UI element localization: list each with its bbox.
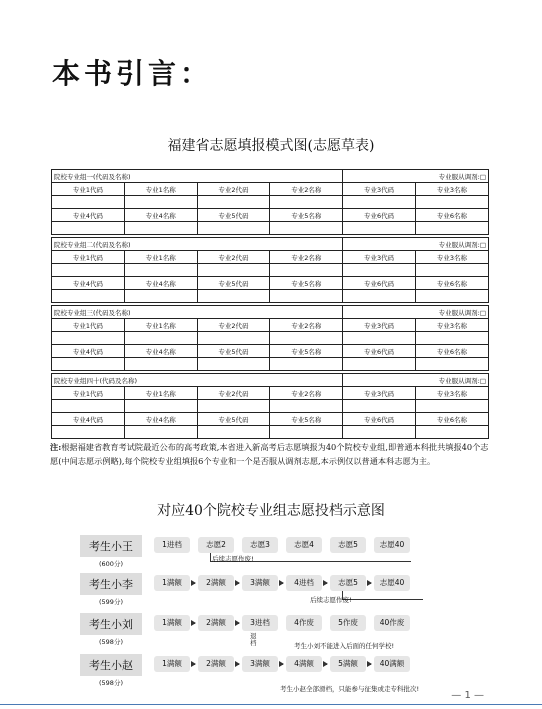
field-label: 专业1代码: [52, 183, 125, 196]
entry-cell[interactable]: [270, 196, 343, 209]
note-text: 根据福建省教育考试院最近公布的高考政策,本省进入新高考后志愿填报为40个院校专业组,即普通本科批共填报40个志愿(中间志愿示例略),每个院校专业组填报6个专业和一个是否服从调剂志愿,本示例仅以普通本科志愿为主。: [50, 442, 489, 466]
step-pill: 3满额: [242, 656, 278, 672]
field-label: 专业3名称: [415, 251, 488, 264]
field-label: 专业5代码: [197, 345, 270, 358]
entry-cell[interactable]: [343, 358, 416, 371]
entry-cell[interactable]: [343, 426, 416, 439]
student-name: 考生小李: [80, 573, 142, 595]
entry-cell[interactable]: [270, 222, 343, 235]
arrow-icon: [324, 664, 327, 665]
entry-cell[interactable]: [52, 222, 125, 235]
student-name: 考生小刘: [80, 613, 142, 635]
student-score: (598分): [99, 638, 123, 646]
step-pill: 志愿2: [198, 537, 234, 553]
field-label: 专业1代码: [52, 319, 125, 332]
entry-cell[interactable]: [197, 400, 270, 413]
entry-cell[interactable]: [52, 426, 125, 439]
field-label: 专业6代码: [343, 345, 416, 358]
field-label: 专业4名称: [124, 345, 197, 358]
entry-row: [52, 290, 489, 303]
arrow-icon: [368, 664, 371, 665]
arrow-icon: [192, 583, 195, 584]
step-pill: 志愿3: [242, 537, 278, 553]
step-pill: 1满额: [154, 656, 190, 672]
group-name[interactable]: 院校专业组四十(代码及名称): [52, 374, 343, 387]
entry-cell[interactable]: [415, 222, 488, 235]
entry-cell[interactable]: [343, 290, 416, 303]
field-label: 专业4名称: [124, 277, 197, 290]
step-pill: 志愿5: [330, 575, 366, 591]
field-label: 专业4代码: [52, 209, 125, 222]
label-row: [52, 183, 489, 196]
step-pill: 4进档: [286, 575, 322, 591]
field-label: 专业3代码: [343, 319, 416, 332]
field-label: 专业4代码: [52, 345, 125, 358]
field-label: 专业1名称: [124, 183, 197, 196]
policy-note: [50, 440, 494, 468]
field-label: 专业1代码: [52, 251, 125, 264]
entry-cell[interactable]: [415, 290, 488, 303]
field-label: 专业2代码: [197, 319, 270, 332]
entry-cell[interactable]: [197, 290, 270, 303]
entry-row: [52, 332, 489, 345]
student-block: [80, 535, 142, 568]
entry-row: [52, 222, 489, 235]
arrow-icon: [280, 583, 283, 584]
adjust-checkbox-label[interactable]: 专业服从调剂:□: [343, 238, 489, 251]
step-pill: 志愿40: [374, 575, 410, 591]
field-label: 专业5代码: [197, 209, 270, 222]
entry-cell[interactable]: [197, 264, 270, 277]
field-label: 专业3代码: [343, 387, 416, 400]
entry-row: [52, 400, 489, 413]
entry-cell[interactable]: [52, 264, 125, 277]
step-pill: 2满额: [198, 615, 234, 631]
field-label: 专业6代码: [343, 209, 416, 222]
page-heading: 本书引言：: [52, 57, 213, 90]
entry-cell[interactable]: [270, 426, 343, 439]
entry-cell[interactable]: [197, 426, 270, 439]
admission-diagram: [74, 530, 474, 700]
arrow-icon: [324, 583, 327, 584]
field-label: 专业5代码: [197, 413, 270, 426]
step-pill: 2满额: [198, 656, 234, 672]
entry-cell[interactable]: [270, 358, 343, 371]
entry-cell[interactable]: [52, 400, 125, 413]
step-pill: 3进档: [242, 615, 278, 631]
arrow-icon: [368, 583, 371, 584]
entry-cell[interactable]: [124, 222, 197, 235]
entry-row: [52, 264, 489, 277]
field-label: 专业1名称: [124, 387, 197, 400]
entry-cell[interactable]: [52, 290, 125, 303]
field-label: 专业6代码: [343, 277, 416, 290]
group-header-row: [52, 306, 489, 319]
entry-row: [52, 358, 489, 371]
step-pill: 2满额: [198, 575, 234, 591]
entry-cell[interactable]: [343, 400, 416, 413]
field-label: 专业2名称: [270, 183, 343, 196]
entry-cell[interactable]: [197, 332, 270, 345]
annotation-text: 后续志愿作废!: [212, 555, 254, 563]
arrow-icon: [236, 583, 239, 584]
group-name[interactable]: 院校专业组一(代码及名称): [52, 170, 343, 183]
annotation-text: 考生小赵全部滑档，只能参与征集或走专科批次!: [280, 685, 420, 693]
entry-cell[interactable]: [415, 426, 488, 439]
student-name: 考生小赵: [80, 654, 142, 676]
bracket-line: [342, 591, 423, 600]
adjust-checkbox-label[interactable]: 专业服从调剂:□: [343, 170, 489, 183]
field-label: 专业2名称: [270, 251, 343, 264]
page-number: — 1 —: [451, 690, 484, 701]
entry-cell[interactable]: [343, 332, 416, 345]
entry-cell[interactable]: [124, 264, 197, 277]
adjust-checkbox-label[interactable]: 专业服从调剂:□: [343, 306, 489, 319]
field-label: 专业4代码: [52, 277, 125, 290]
entry-row: [52, 426, 489, 439]
entry-cell[interactable]: [197, 358, 270, 371]
entry-cell[interactable]: [343, 196, 416, 209]
label-row: [52, 345, 489, 358]
step-pill: 志愿4: [286, 537, 322, 553]
field-label: 专业1名称: [124, 251, 197, 264]
entry-cell[interactable]: [270, 400, 343, 413]
label-row: [52, 277, 489, 290]
volunteer-form-table: [51, 169, 489, 439]
field-label: 专业3名称: [415, 319, 488, 332]
group-name[interactable]: 院校专业组三(代码及名称): [52, 306, 343, 319]
adjust-checkbox-label[interactable]: 专业服从调剂:□: [343, 374, 489, 387]
label-row: [52, 251, 489, 264]
step-pill: 40满额: [374, 656, 410, 672]
entry-cell[interactable]: [197, 222, 270, 235]
form-title: 福建省志愿填报模式图(志愿草表): [167, 138, 375, 154]
arrow-icon: [236, 623, 239, 624]
student-score: (598分): [99, 679, 123, 687]
group-header-row: [52, 238, 489, 251]
entry-cell[interactable]: [343, 264, 416, 277]
annotation-text: 考生小刘不能进入后面的任何学校!: [294, 642, 395, 650]
field-label: 专业4代码: [52, 413, 125, 426]
step-pill: 40作废: [374, 615, 410, 631]
field-label: 专业6名称: [415, 209, 488, 222]
step-pill: 志愿5: [330, 537, 366, 553]
step-pill: 4作废: [286, 615, 322, 631]
step-pill: 1满额: [154, 575, 190, 591]
entry-cell[interactable]: [52, 196, 125, 209]
label-row: [52, 387, 489, 400]
field-label: 专业2名称: [270, 319, 343, 332]
field-label: 专业3代码: [343, 183, 416, 196]
entry-cell[interactable]: [415, 264, 488, 277]
arrow-icon: [192, 664, 195, 665]
field-label: 专业6代码: [343, 413, 416, 426]
diagram-title: 对应40个院校专业组志愿投档示意图: [157, 503, 385, 519]
entry-cell[interactable]: [124, 400, 197, 413]
entry-cell[interactable]: [124, 332, 197, 345]
arrow-icon: [280, 664, 283, 665]
step-pill: 5作废: [330, 615, 366, 631]
student-score: (600分): [99, 560, 123, 568]
field-label: 专业4名称: [124, 209, 197, 222]
field-label: 专业3代码: [343, 251, 416, 264]
entry-cell[interactable]: [52, 358, 125, 371]
entry-row: [52, 196, 489, 209]
step-pill: 1进档: [154, 537, 190, 553]
arrow-icon: [236, 664, 239, 665]
student-name: 考生小王: [80, 535, 142, 557]
step-pill: 5满额: [330, 656, 366, 672]
entry-cell[interactable]: [124, 358, 197, 371]
step-pill: 4满额: [286, 656, 322, 672]
field-label: 专业1代码: [52, 387, 125, 400]
field-label: 专业5名称: [270, 413, 343, 426]
label-row: [52, 319, 489, 332]
field-label: 专业6名称: [415, 345, 488, 358]
field-label: 专业1名称: [124, 319, 197, 332]
student-block: [80, 654, 142, 687]
label-row: [52, 413, 489, 426]
label-row: [52, 209, 489, 222]
annotation-text: 后续志愿作废!: [310, 596, 352, 604]
entry-cell[interactable]: [270, 290, 343, 303]
field-label: 专业5名称: [270, 345, 343, 358]
field-label: 专业2名称: [270, 387, 343, 400]
entry-cell[interactable]: [52, 332, 125, 345]
field-label: 专业4名称: [124, 413, 197, 426]
entry-cell[interactable]: [343, 222, 416, 235]
student-block: [80, 573, 142, 606]
field-label: 专业2代码: [197, 183, 270, 196]
side-annotation: 退档: [250, 632, 257, 647]
entry-cell[interactable]: [270, 332, 343, 345]
entry-cell[interactable]: [415, 332, 488, 345]
entry-cell[interactable]: [124, 196, 197, 209]
student-score: (599分): [99, 598, 123, 606]
entry-cell[interactable]: [124, 290, 197, 303]
student-block: [80, 613, 142, 646]
arrow-icon: [192, 623, 195, 624]
field-label: 专业6名称: [415, 413, 488, 426]
step-pill: 3满额: [242, 575, 278, 591]
footer-rule: [0, 704, 542, 705]
step-pill: 志愿40: [374, 537, 410, 553]
step-pill: 1满额: [154, 615, 190, 631]
entry-cell[interactable]: [415, 196, 488, 209]
field-label: 专业5代码: [197, 277, 270, 290]
entry-cell[interactable]: [270, 264, 343, 277]
field-label: 专业3名称: [415, 183, 488, 196]
group-name[interactable]: 院校专业组二(代码及名称): [52, 238, 343, 251]
field-label: 专业5名称: [270, 209, 343, 222]
entry-cell[interactable]: [415, 358, 488, 371]
entry-cell[interactable]: [415, 400, 488, 413]
group-header-row: [52, 170, 489, 183]
entry-cell[interactable]: [197, 196, 270, 209]
field-label: 专业2代码: [197, 251, 270, 264]
entry-cell[interactable]: [124, 426, 197, 439]
note-label: 注:: [50, 442, 62, 452]
field-label: 专业5名称: [270, 277, 343, 290]
group-header-row: [52, 374, 489, 387]
field-label: 专业2代码: [197, 387, 270, 400]
field-label: 专业6名称: [415, 277, 488, 290]
field-label: 专业3名称: [415, 387, 488, 400]
